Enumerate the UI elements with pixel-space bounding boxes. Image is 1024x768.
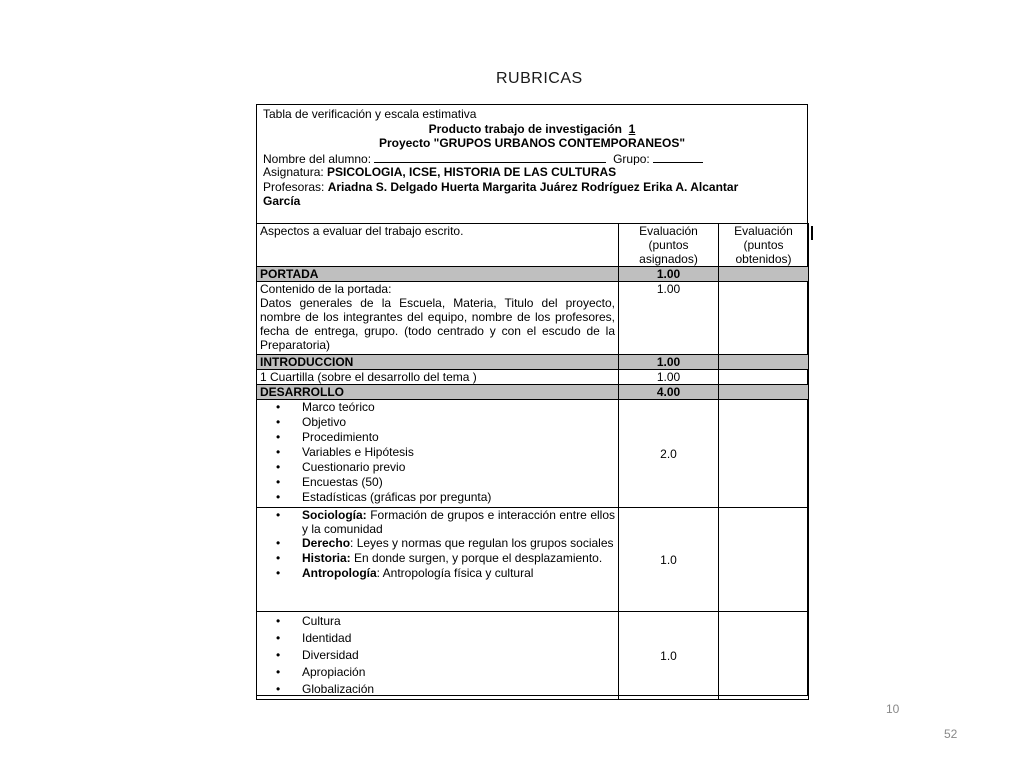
portada-content-title: Contenido de la portada:: [260, 282, 392, 296]
concepts-cell: [257, 612, 619, 700]
student-name-blank: [374, 151, 606, 163]
discipline-text: : Antropología física y cultural: [376, 566, 534, 580]
discipline-term: Derecho: [302, 536, 351, 550]
group-blank: [653, 151, 703, 163]
section-row-desarrollo: [257, 385, 809, 400]
disciplines-cell: [257, 508, 619, 612]
list-item: [302, 536, 615, 551]
section-row-introduccion: [257, 355, 809, 370]
list-item: • Marco teórico: [302, 400, 615, 415]
concepts-list: [260, 612, 615, 699]
discipline-term: Historia:: [302, 551, 351, 565]
document-header: [263, 107, 801, 223]
points-value: 1.0: [619, 508, 719, 612]
section-points: 1.00: [619, 355, 719, 370]
page-number-small: 10: [886, 702, 900, 716]
discipline-term: Sociología:: [302, 508, 367, 522]
list-item: • Globalización: [302, 682, 615, 699]
discipline-text: Formación de grupos e interacción entre ellos y la comunidad: [302, 508, 615, 536]
table-row: [257, 400, 809, 508]
section-obtained: [719, 267, 809, 282]
list-item: [302, 551, 615, 566]
teachers-value: Ariadna S. Delgado Huerta Margarita Juárez Rodríguez Erika A. Alcantar: [327, 179, 739, 194]
list-item: • Estadísticas (gráficas por pregunta): [302, 490, 615, 505]
header-line-1: Tabla de verificación y escala estimativa: [263, 107, 477, 121]
points-value: 2.0: [619, 400, 719, 508]
obtained-cell: [719, 508, 809, 612]
table-row: [257, 508, 809, 612]
disciplines-list: [260, 508, 615, 581]
project-title: Proyecto "GRUPOS URBANOS CONTEMPORANEOS": [378, 136, 686, 150]
product-number: 1: [628, 121, 636, 136]
table-row: [257, 612, 809, 700]
table-row: [257, 282, 809, 355]
section-label: INTRODUCCION: [257, 355, 619, 370]
group-label: Grupo:: [613, 151, 650, 165]
points-value: 1.00: [619, 282, 719, 355]
portada-content-cell: [257, 282, 619, 355]
list-item: [302, 508, 615, 536]
page-number: 52: [944, 727, 958, 741]
points-value: 1.00: [619, 370, 719, 385]
section-label: PORTADA: [257, 267, 619, 282]
product-title: [263, 122, 801, 137]
cuartilla-text: 1 Cuartilla (sobre el desarrollo del tema ): [257, 370, 619, 385]
rubric-document: [256, 104, 808, 696]
list-item: • Diversidad: [302, 648, 615, 665]
student-name-row: [263, 151, 801, 166]
list-item: • Variables e Hipótesis: [302, 445, 615, 460]
subject-row: [263, 165, 801, 180]
teachers-label: Profesoras:: [263, 179, 325, 194]
subject-value: PSICOLOGIA, ICSE, HISTORIA DE LAS CULTURAS: [327, 165, 617, 179]
student-name-label: Nombre del alumno:: [263, 151, 372, 165]
table-row: [257, 370, 809, 385]
column-header-obtained: Evaluación (puntos obtenidos): [719, 224, 809, 267]
list-item: • Cuestionario previo: [302, 460, 615, 475]
discipline-term: Antropología: [302, 566, 377, 580]
discipline-text: En donde surgen, y porque el desplazamiento.: [350, 551, 603, 565]
desarrollo-items-cell: [257, 400, 619, 508]
list-item: • Encuestas (50): [302, 475, 615, 490]
obtained-cell: [719, 612, 809, 700]
list-item: • Cultura: [302, 614, 615, 631]
list-item: [302, 566, 615, 581]
teachers-continued: García: [263, 194, 301, 208]
column-header-assigned: Evaluación (puntos asignados): [619, 224, 719, 267]
teachers-row: [263, 180, 801, 195]
list-item: • Identidad: [302, 631, 615, 648]
section-label: DESARROLLO: [257, 385, 619, 400]
desarrollo-items-list: [260, 400, 615, 505]
section-points: 1.00: [619, 267, 719, 282]
obtained-cell: [719, 370, 809, 385]
subject-label: Asignatura:: [263, 165, 324, 179]
vertical-mark: [811, 226, 813, 240]
obtained-cell: [719, 282, 809, 355]
list-item: • Objetivo: [302, 415, 615, 430]
discipline-text: : Leyes y normas que regulan los grupos sociales: [350, 536, 614, 550]
section-obtained: [719, 385, 809, 400]
section-obtained: [719, 355, 809, 370]
points-value: 1.0: [619, 612, 719, 700]
portada-content-text: Datos generales de la Escuela, Materia, Titulo del proyecto, nombre de los integrantes del equipo, nombre de los profesores, fecha de entrega, grupo. (todo centrado y con el escudo de la Preparatoria): [260, 296, 615, 352]
column-header-aspects: Aspectos a evaluar del trabajo escrito.: [257, 224, 619, 267]
section-row-portada: [257, 267, 809, 282]
list-item: • Apropiación: [302, 665, 615, 682]
list-item: • Procedimiento: [302, 430, 615, 445]
section-points: 4.00: [619, 385, 719, 400]
table-header-row: [257, 224, 809, 267]
product-title-text: Producto trabajo de investigación: [428, 121, 622, 136]
rubric-table: [256, 223, 809, 700]
obtained-cell: [719, 400, 809, 508]
slide-title: RUBRICAS: [496, 70, 583, 87]
